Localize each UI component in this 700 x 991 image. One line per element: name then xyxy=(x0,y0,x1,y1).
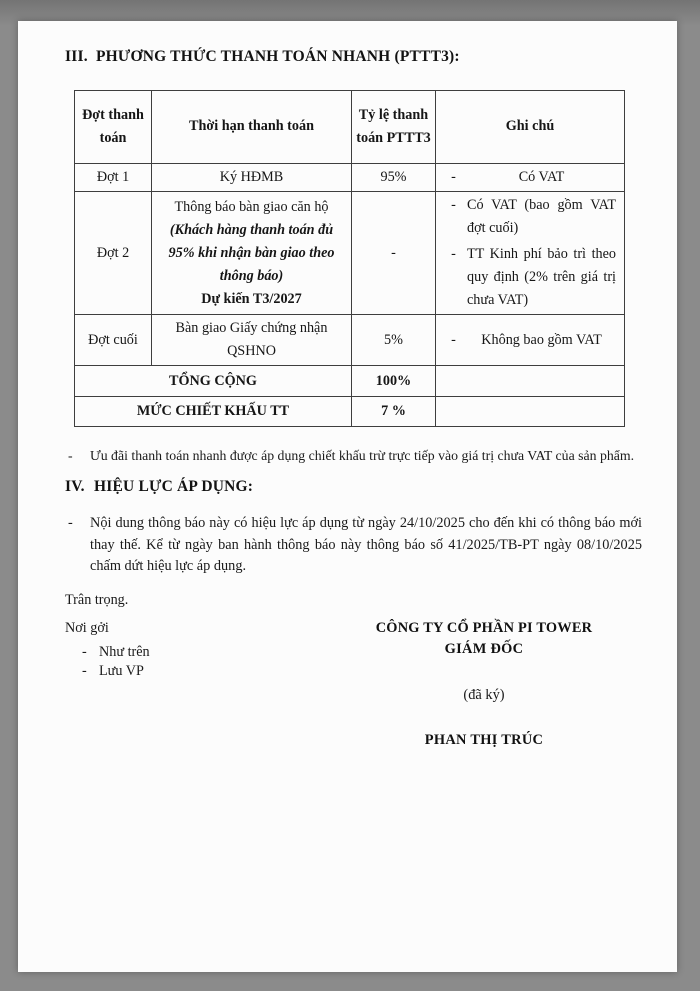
row3-note xyxy=(440,329,620,352)
table-row-total xyxy=(75,366,625,397)
table-row-dot1 xyxy=(75,164,625,192)
row2-note2-text: TT Kinh phí bảo trì theo quy định (2% trên giá trị chưa VAT) xyxy=(467,246,616,308)
row3-period: Đợt cuối xyxy=(75,315,152,366)
note-dash: - xyxy=(451,246,456,262)
signature-signed-note: (đã ký) xyxy=(463,686,505,703)
total-ratio: 100% xyxy=(352,366,436,397)
section-3-heading xyxy=(65,48,642,66)
note-dash: - xyxy=(68,515,73,531)
note-dash: - xyxy=(68,448,73,463)
row2-note-cell xyxy=(436,192,625,315)
table-row-dot2 xyxy=(75,192,625,315)
signature-signer-name: PHAN THỊ TRÚC xyxy=(424,731,544,748)
total-note-cell xyxy=(436,366,625,397)
section-4-paragraph xyxy=(68,513,642,578)
row1-note xyxy=(440,166,620,189)
section-4-heading xyxy=(65,478,642,496)
discount-label: MỨC CHIẾT KHẤU TT xyxy=(75,397,352,427)
note-dash: - xyxy=(451,331,456,348)
signature-block xyxy=(328,620,640,749)
note-dash: - xyxy=(82,643,87,660)
table-header-row xyxy=(75,91,625,164)
document-page xyxy=(18,21,677,972)
recipient-1: Như trên xyxy=(99,643,150,660)
row2-milestone-condition: (Khách hàng thanh toán đủ 95% khi nhận bàn giao theo thông báo) xyxy=(168,221,335,284)
discount-note-cell xyxy=(436,397,625,427)
row2-note1-text: Có VAT (bao gồm VAT đợt cuối) xyxy=(467,197,616,236)
row2-milestone-date: Dự kiến T3/2027 xyxy=(201,290,302,307)
recipient-item xyxy=(82,663,328,680)
row2-period: Đợt 2 xyxy=(75,192,152,315)
row2-milestone-cell xyxy=(152,192,352,315)
header-deadline: Thời hạn thanh toán xyxy=(152,91,352,164)
note-dash: - xyxy=(451,197,456,213)
row2-ratio: - xyxy=(352,192,436,315)
recipients-label: Nơi gởi xyxy=(65,619,109,636)
after-table-note-text: Ưu đãi thanh toán nhanh được áp dụng chiết khấu trừ trực tiếp vào giá trị chưa VAT của sản phẩm. xyxy=(90,448,635,463)
header-ratio: Tỷ lệ thanh toán PTTT3 xyxy=(352,91,436,164)
closing-line: Trân trọng. xyxy=(65,591,129,608)
section-4-title: HIỆU LỰC ÁP DỤNG: xyxy=(94,478,254,495)
row1-milestone: Ký HĐMB xyxy=(152,164,352,192)
row1-note-cell xyxy=(436,164,625,192)
row3-milestone: Bàn giao Giấy chứng nhận QSHNO xyxy=(152,315,352,366)
discount-ratio: 7 % xyxy=(352,397,436,427)
row3-note-cell xyxy=(436,315,625,366)
table-row-dot-cuoi xyxy=(75,315,625,366)
recipient-item xyxy=(82,644,328,661)
section-3-title: PHƯƠNG THỨC THANH TOÁN NHANH (PTTT3): xyxy=(96,48,460,65)
recipients-block xyxy=(65,620,328,749)
payment-schedule-table xyxy=(74,90,625,427)
section-4-number: IV. xyxy=(65,478,85,495)
row2-milestone-main: Thông báo bàn giao căn hộ xyxy=(174,198,329,215)
table-row-discount xyxy=(75,397,625,427)
recipient-2: Lưu VP xyxy=(99,662,144,679)
signature-company: CÔNG TY CỔ PHẦN PI TOWER xyxy=(375,619,593,636)
footer-row xyxy=(65,620,642,749)
row1-period: Đợt 1 xyxy=(75,164,152,192)
after-table-note xyxy=(68,448,642,464)
signature-position: GIÁM ĐỐC xyxy=(444,640,524,657)
row1-ratio: 95% xyxy=(352,164,436,192)
row3-ratio: 5% xyxy=(352,315,436,366)
section-4-body-text: Nội dung thông báo này có hiệu lực áp dụng từ ngày 24/10/2025 cho đến khi có thông báo mới thay thế. Kể từ ngày ban hành thông báo này thông báo số 41/2025/TB-PT ngày 08/10/2025 chấm dứt hiệu lực áp dụng. xyxy=(90,515,642,574)
row2-note-2 xyxy=(440,243,620,312)
row2-note-1 xyxy=(440,194,620,240)
row1-note-text: Có VAT xyxy=(518,169,565,185)
total-label: TỔNG CỘNG xyxy=(75,366,352,397)
header-period: Đợt thanh toán xyxy=(75,91,152,164)
note-dash: - xyxy=(451,169,456,185)
header-notes: Ghi chú xyxy=(436,91,625,164)
note-dash: - xyxy=(82,662,87,679)
row3-note-text: Không bao gồm VAT xyxy=(481,331,602,348)
section-3-number: III. xyxy=(65,48,88,65)
